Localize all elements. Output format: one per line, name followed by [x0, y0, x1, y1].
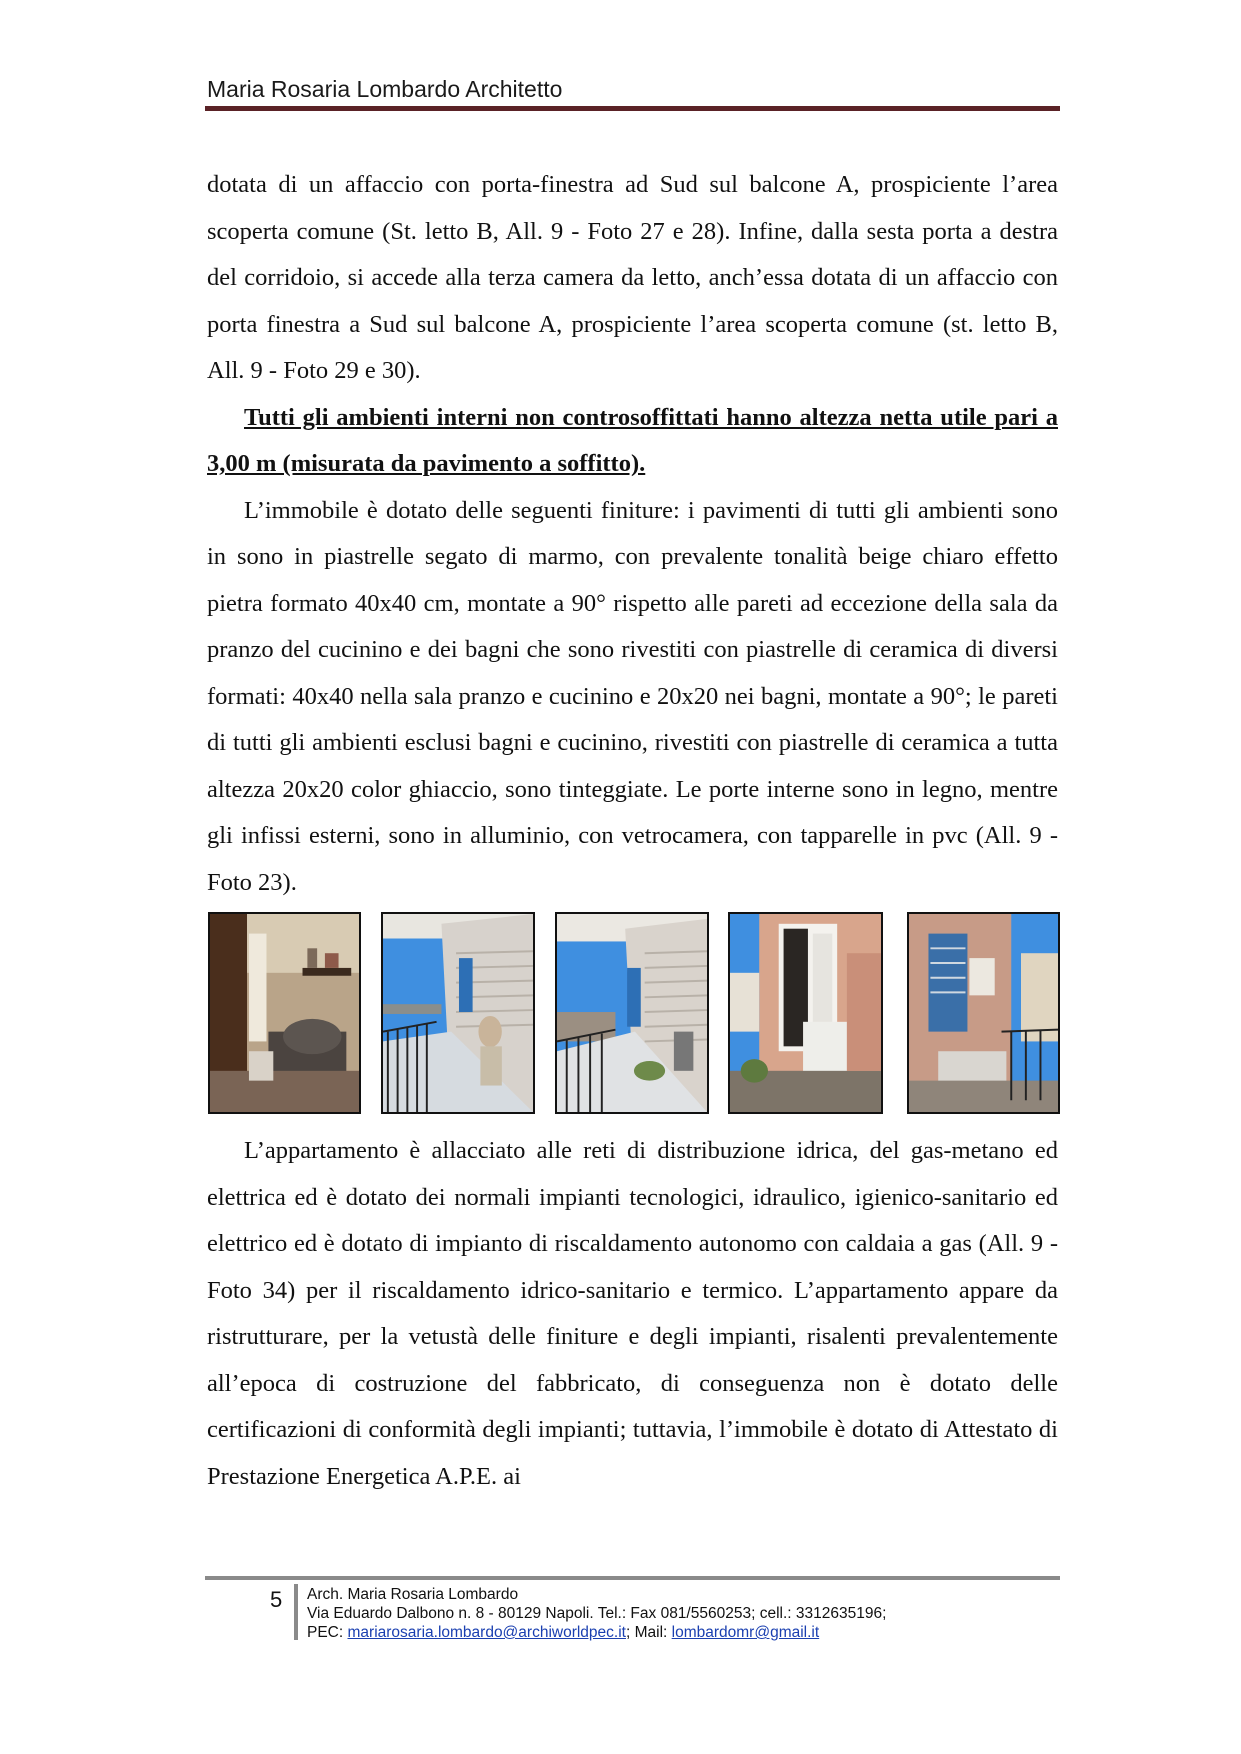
paragraph-continuation: dotata di un affaccio con porta-finestra ad Sud sul balcone A, prospiciente l’area scoperta comune (St. letto B, All. 9 - Foto 27 e 28). Infine, dalla sesta porta a destra del corridoio, si accede alla terza camera da letto, anch’essa dotata di un affaccio con porta finestra a Sud sul balcone A, prospiciente l’area scoperta comune (st. letto B, All. 9 - Foto 29 e 30).	[207, 171, 1058, 384]
pec-label: PEC:	[307, 1624, 344, 1641]
paragraph-utilities: L’appartamento è allacciato alle reti di distribuzione idrica, del gas-metano ed elettrica ed è dotato dei normali impianti tecnologici, idraulico, igienico-sanitario ed elettrico ed è dotato di impianto di riscaldamento autonomo con caldaia a gas (All. 9 - Foto 34) per il riscaldamento idrico-sanitario e termico. L’appartamento appare da ristrutturare, per la vetustà delle finiture e degli impianti, risalenti prevalentemente all’epoca di costruzione del fabbricato, di conseguenza non è dotato delle certificazioni di conformità degli impianti; tuttavia, l’immobile è dotato di Attestato di Prestazione Energetica A.P.E. ai	[207, 1137, 1058, 1490]
body-text-bottom	[207, 1128, 1058, 1500]
balcony-photo	[555, 912, 709, 1114]
balcony-boiler-photo	[907, 912, 1060, 1114]
footer-contact	[307, 1585, 886, 1642]
photo-strip	[208, 912, 1060, 1118]
bedroom-photo	[208, 912, 361, 1114]
footer-address: Via Eduardo Dalbono n. 8 - 80129 Napoli. Tel.: Fax 081/5560253; cell.: 3312635196;	[307, 1605, 887, 1622]
footer-name: Arch. Maria Rosaria Lombardo	[307, 1586, 519, 1603]
mail-label: ; Mail:	[625, 1624, 668, 1641]
header-divider	[205, 106, 1060, 111]
mail-email-link[interactable]: lombardomr@gmail.it	[671, 1624, 820, 1641]
page-header-title: Maria Rosaria Lombardo Architetto	[207, 76, 563, 102]
pec-email-link[interactable]: mariarosaria.lombardo@archiworldpec.it	[347, 1624, 626, 1641]
paragraph-height-note: Tutti gli ambienti interni non controsoffittati hanno altezza netta utile pari a 3,00 m (misurata da pavimento a soffitto).	[207, 403, 1058, 477]
paragraph-finishes: L’immobile è dotato delle seguenti finiture: i pavimenti di tutti gli ambienti sono in sono in piastrelle segato di marmo, con prevalente tonalità beige chiaro effetto pietra formato 40x40 cm, montate a 90° rispetto alle pareti ad eccezione della sala da pranzo del cucinino e dei bagni che sono rivestiti con piastrelle di ceramica di diversi formati: 40x40 nella sala pranzo e cucinino e 20x20 nei bagni, montate a 90°; le pareti di tutti gli ambienti esclusi bagni e cucinino, rivestiti con piastrelle di ceramica a tutta altezza 20x20 color ghiaccio, sono tinteggiate. Le porte interne sono in legno, mentre gli infissi esterni, sono in alluminio, con vetrocamera, con tapparelle in pvc (All. 9 - Foto 23).	[207, 496, 1058, 896]
page-number: 5	[270, 1587, 283, 1612]
footer-separator	[294, 1584, 298, 1640]
footer-emails	[307, 1623, 886, 1642]
balcony-photo	[381, 912, 535, 1114]
balcony-door-photo	[728, 912, 883, 1114]
footer-divider	[205, 1576, 1060, 1580]
body-text-top	[207, 162, 1058, 906]
